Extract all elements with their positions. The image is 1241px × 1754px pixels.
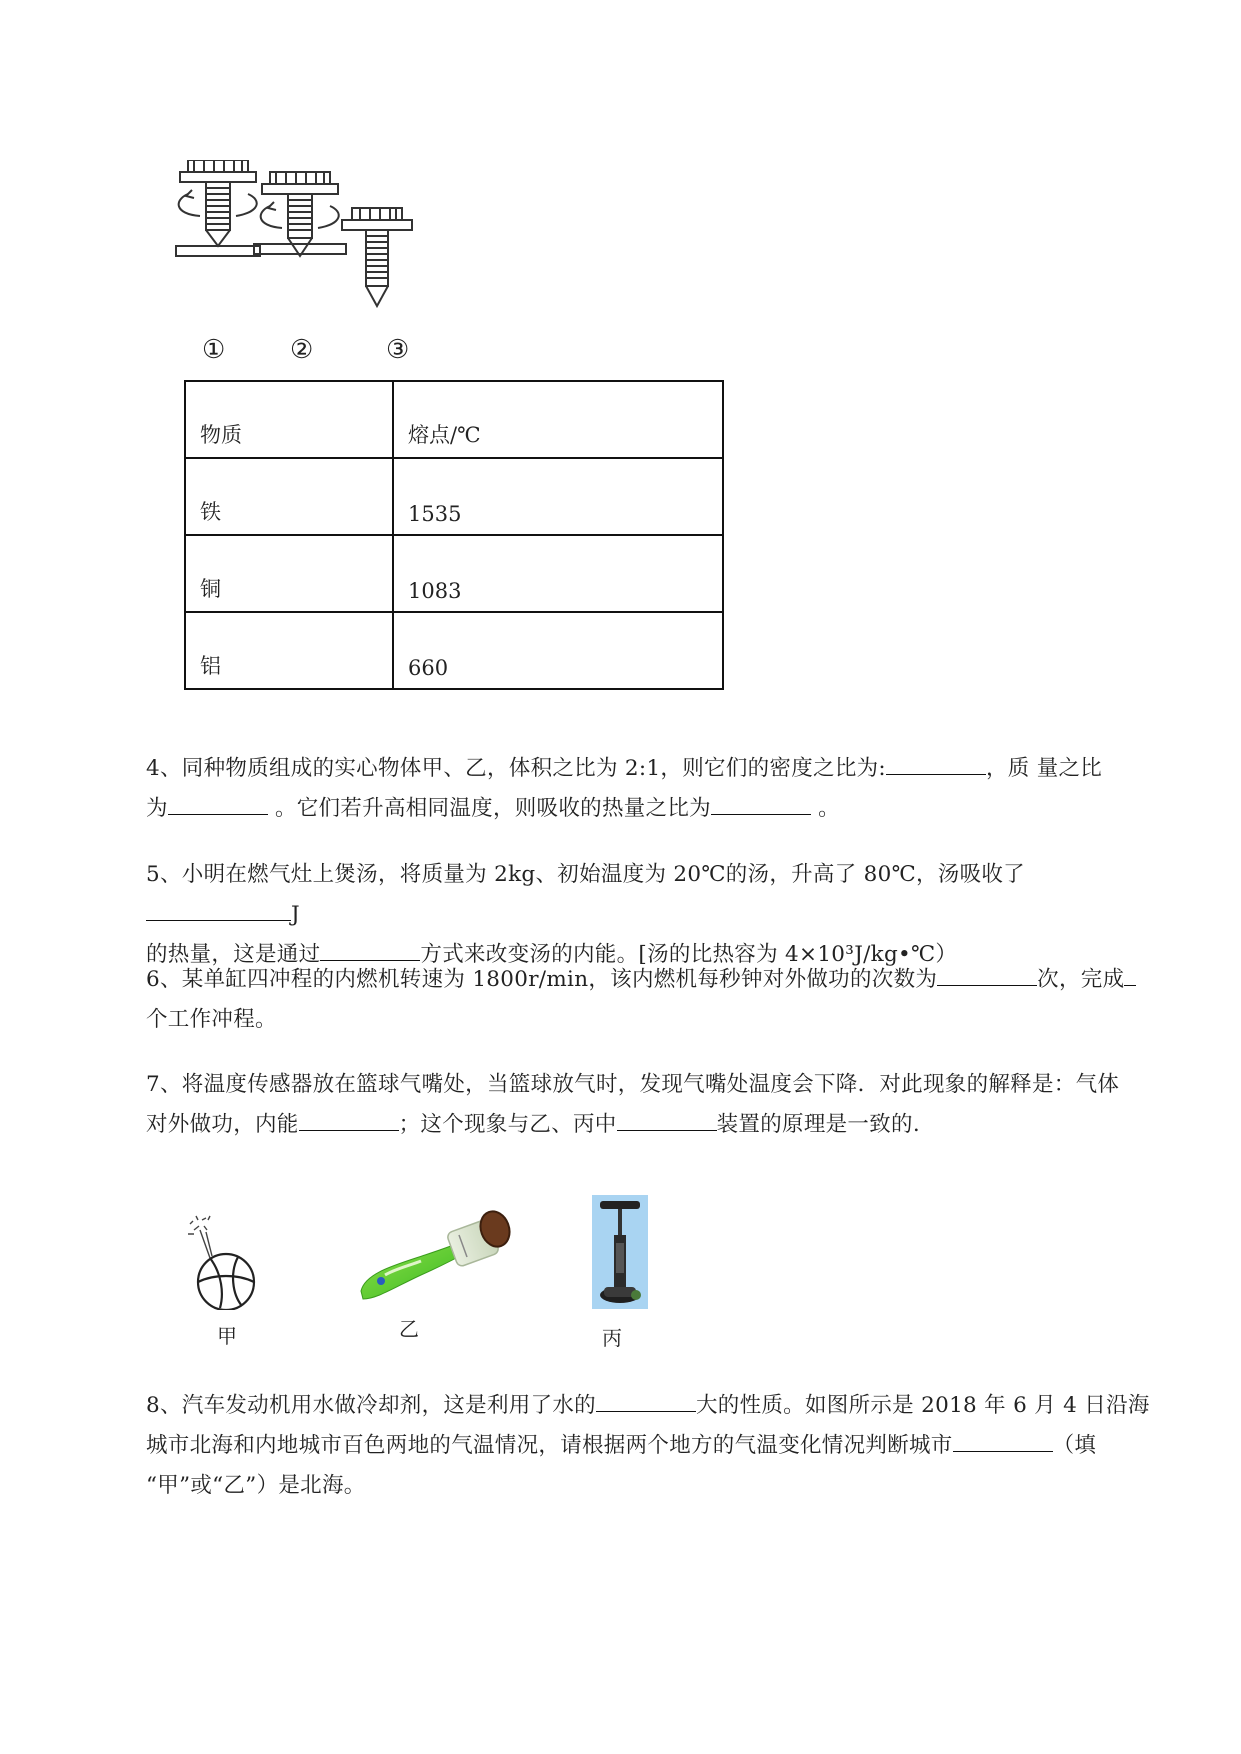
q7-text-1: 7、将温度传感器放在篮球气嘴处，当篮球放气时，发现气嘴处温度会下降．对此现象的解释是：气体 [146,1072,1120,1097]
melting-point-table [184,380,724,690]
q5-text-4: 方式来改变汤的内能。[汤的比热容为 4×10³J/kg•℃） [420,942,958,967]
q4-text-1: 4、同种物质组成的实心物体甲、乙，体积之比为 2:1，则它们的密度之比为: [146,756,886,781]
q8-text-2: 大的性质。如图所示是 2018 年 6 月 4 日沿海 [695,1393,1150,1418]
screw-3-icon [342,208,412,306]
q4-text-3: 为 [146,796,168,821]
table-header-row [185,381,723,458]
answer-blank[interactable] [320,938,420,961]
q8-text-5: “甲”或“乙”）是北海。 [146,1473,366,1498]
q4-text-2: ，质 量之比 [985,756,1103,781]
table-cell: 铁 [185,458,393,535]
screw-1-icon [176,160,260,256]
answer-blank[interactable] [299,1108,399,1131]
q5-text-3: 的热量，这是通过 [146,942,321,967]
table-header-cell: 物质 [185,381,393,458]
answer-blank[interactable] [168,792,268,815]
screw-2-icon [254,172,346,256]
table-cell: 1535 [393,458,723,535]
q5-text-2: J [291,902,300,927]
table-cell: 铜 [185,535,393,612]
answer-blank[interactable] [953,1429,1053,1452]
figure-caption-jia: 甲 [217,1324,237,1348]
answer-blank[interactable] [596,1389,696,1412]
question-8 [146,1386,1166,1506]
question-4 [146,749,1166,829]
table-cell: 1083 [393,535,723,612]
answer-blank[interactable] [711,792,811,815]
pump-icon [592,1195,648,1309]
answer-blank[interactable] [937,963,1037,986]
question-5 [146,855,1166,975]
q5-text-1: 5、小明在燃气灶上煲汤，将质量为 2kg、初始温度为 20℃的汤，升高了 80℃，汤吸收了 [146,862,1025,887]
q4-text-5: 。 [810,796,840,821]
green-tube-icon [355,1195,515,1305]
table-cell: 铝 [185,612,393,689]
q4-text-4: 。它们若升高相同温度，则吸收的热量之比为 [267,796,711,821]
table-cell: 660 [393,612,723,689]
q7-text-4: 装置的原理是一致的. [716,1112,920,1137]
answer-blank[interactable] [886,752,986,775]
q8-text-3: 城市北海和内地城市百色两地的气温情况，请根据两个地方的气温变化情况判断城市 [146,1433,953,1458]
answer-blank[interactable] [617,1108,717,1131]
table-row [185,612,723,689]
q8-text-1: 8、汽车发动机用水做冷却剂，这是利用了水的 [146,1393,596,1418]
q7-text-2: 对外做功，内能 [146,1112,299,1137]
basketball-icon [180,1210,270,1310]
figure-label-2: ② [290,335,314,365]
q8-text-4: （填 [1052,1433,1097,1458]
question-7 [146,1065,1166,1145]
table-row [185,535,723,612]
figure-caption-yi: 乙 [399,1317,419,1341]
figure-caption-bing: 丙 [602,1326,622,1350]
figure-label-1: ① [202,335,226,365]
figure-label-3: ③ [386,335,410,365]
q6-text-3: 个工作冲程。 [146,1007,277,1032]
q6-text-2: 次，完成 [1037,967,1125,992]
answer-blank[interactable] [1124,963,1136,986]
q6-text-1: 6、某单缸四冲程的内燃机转速为 1800r/min，该内燃机每秒钟对外做功的次数为 [146,967,938,992]
answer-blank[interactable] [146,898,291,921]
table-row [185,458,723,535]
q7-text-3: ；这个现象与乙、丙中 [398,1112,617,1137]
table-header-cell: 熔点/℃ [393,381,723,458]
question-6 [146,960,1166,1040]
